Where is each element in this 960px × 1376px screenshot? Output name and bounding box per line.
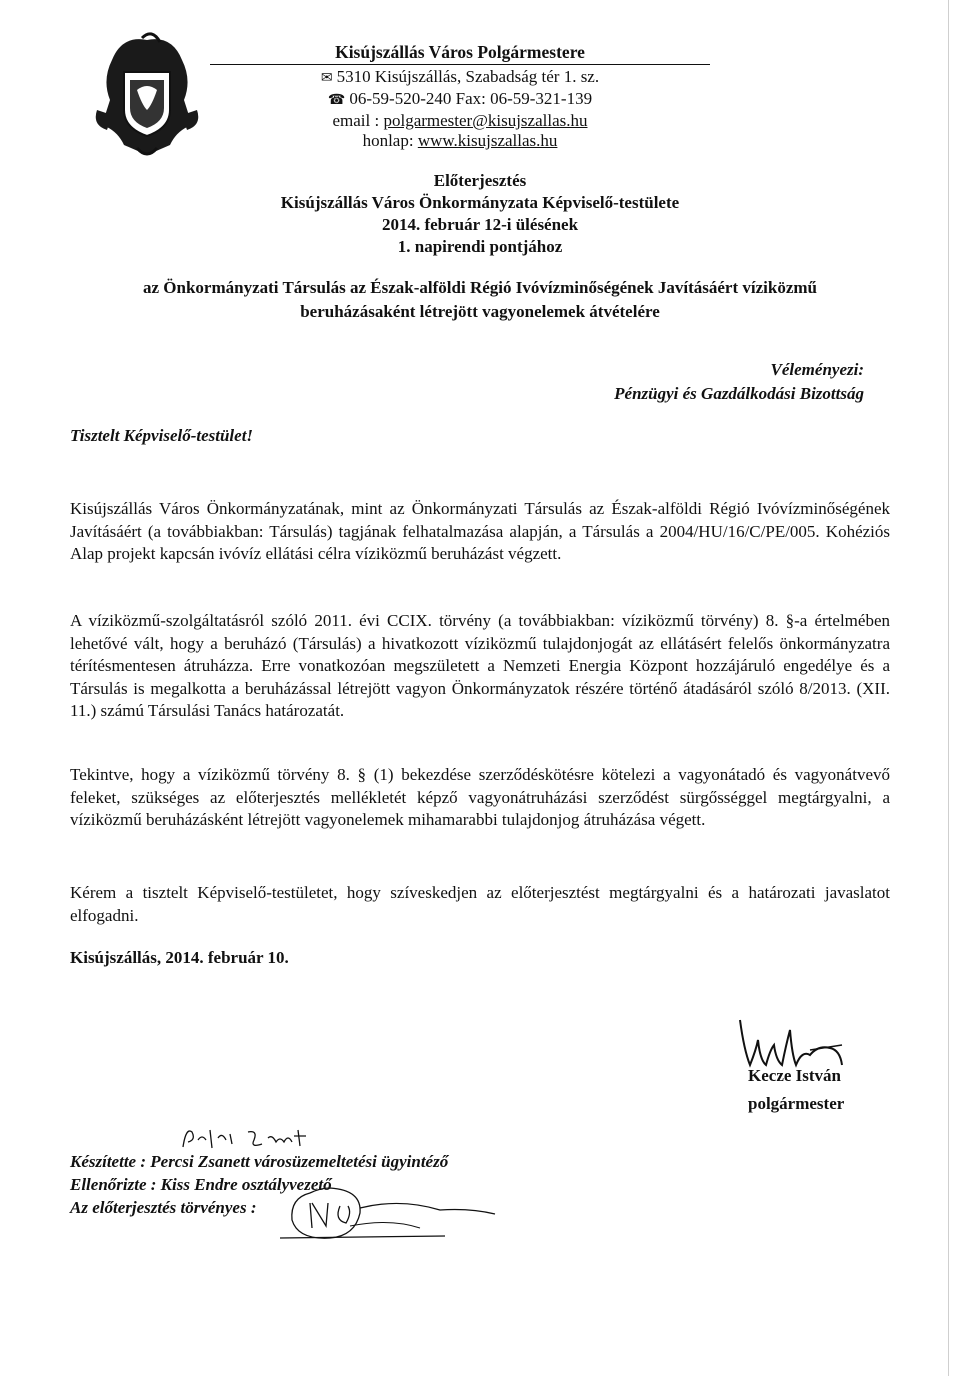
email-line bbox=[210, 111, 710, 131]
web-label: honlap: bbox=[362, 131, 418, 150]
paragraph: A víziközmű-szolgáltatásról szóló 2011. évi CCIX. törvény (a továbbiakban: víziközmű törvény) 8. §-a értelmében lehetővé vált, hogy a beruházó (Társulás) a hivatkozott víziközmű tulajdonjogát az ellátásért felelős önkormányzatra térítésmentesen átruházza. Erre vonatkozóan megszületett a Nemzeti Energia Központ hozzájáruló engedélye és a Társulás is megalkotta a beruházással létrejött vagyon Önkormányzatok részére történő átadásáról szóló 8/2013. (XII. 11.) számú Társulási Tanács határozatát. bbox=[70, 611, 890, 720]
legal-check: Az előterjesztés törvényes : bbox=[70, 1198, 257, 1217]
subject-line-2: beruházásaként létrejött vagyonelemek átvételére bbox=[300, 302, 660, 321]
paragraph: Kérem a tisztelt Képviselő-testületet, hogy szíveskedjen az előterjesztést megtárgyalni és a határozati javaslatot elfogadni. bbox=[70, 883, 890, 925]
header-rule bbox=[210, 64, 710, 65]
web-line bbox=[210, 131, 710, 151]
paragraph: Kisújszállás Város Önkormányzatának, mint az Önkormányzati Társulás az Észak-alföldi Régió Ivóvízminőségének Javításáért (a továbbiakban: Társulás) tagjának felhatalmazása alapján, a Társulás a 2004/HU/16/C/PE/005. Kohéziós Alap projekt kapcsán ivóvíz ellátási célra víziközmű beruházást végzett. bbox=[70, 499, 890, 563]
opinion-block bbox=[614, 358, 864, 406]
phone-fax: 06-59-520-240 Fax: 06-59-321-139 bbox=[349, 89, 593, 108]
letterhead bbox=[210, 42, 710, 151]
date-line: Kisújszállás, 2014. február 10. bbox=[70, 948, 289, 967]
subject-block bbox=[40, 276, 920, 324]
checked-by: Ellenőrizte : Kiss Endre osztályvezető bbox=[70, 1175, 332, 1194]
opinion-label: Véleményezi: bbox=[770, 360, 864, 379]
address-line bbox=[210, 67, 710, 89]
agenda-item: 1. napirendi pontjához bbox=[397, 237, 563, 256]
scan-edge-divider bbox=[948, 0, 949, 1376]
email-label: email : bbox=[332, 111, 384, 130]
web-link[interactable]: www.kisujszallas.hu bbox=[417, 131, 558, 150]
phone-icon: ☎ bbox=[327, 93, 346, 108]
city-coat-of-arms-icon bbox=[92, 30, 202, 162]
signatory-block bbox=[748, 1062, 844, 1118]
body-name: Kisújszállás Város Önkormányzata Képviselő-testülete bbox=[280, 193, 680, 212]
title-block bbox=[40, 170, 920, 258]
envelope-icon: ✉ bbox=[320, 71, 333, 86]
meeting-date: 2014. február 12-i ülésének bbox=[381, 215, 579, 234]
salutation: Tisztelt Képviselő-testület! bbox=[70, 426, 254, 445]
signatory-title: polgármester bbox=[748, 1094, 845, 1113]
email-link[interactable]: polgarmester@kisujszallas.hu bbox=[383, 111, 588, 130]
signatory-name: Kecze István bbox=[748, 1066, 842, 1085]
legal-signature-icon bbox=[270, 1168, 500, 1248]
address: 5310 Kisújszállás, Szabadság tér 1. sz. bbox=[336, 67, 600, 86]
phone-line bbox=[210, 89, 710, 111]
subject-line-1: az Önkormányzati Társulás az Észak-alföldi Régió Ivóvízminőségének Javításáért víziközmű bbox=[143, 278, 817, 297]
committee-name: Pénzügyi és Gazdálkodási Bizottság bbox=[614, 384, 864, 403]
org-name: Kisújszállás Város Polgármestere bbox=[335, 42, 585, 62]
prepared-by: Készítette : Percsi Zsanett városüzemeltetési ügyintéző bbox=[70, 1152, 449, 1171]
doc-type: Előterjesztés bbox=[433, 171, 527, 190]
paragraph: Tekintve, hogy a víziközmű törvény 8. § (1) bekezdése szerződéskötésre kötelezi a vagyonátadó és vagyonátvevő feleket, szükséges az előterjesztés mellékletét képző vagyonátruházási szerződést sürgősséggel megtárgyalni, a víziközmű beruházásként létrejött vagyonelemek mihamarabbi tulajdonjog átruházása végett. bbox=[70, 765, 890, 829]
